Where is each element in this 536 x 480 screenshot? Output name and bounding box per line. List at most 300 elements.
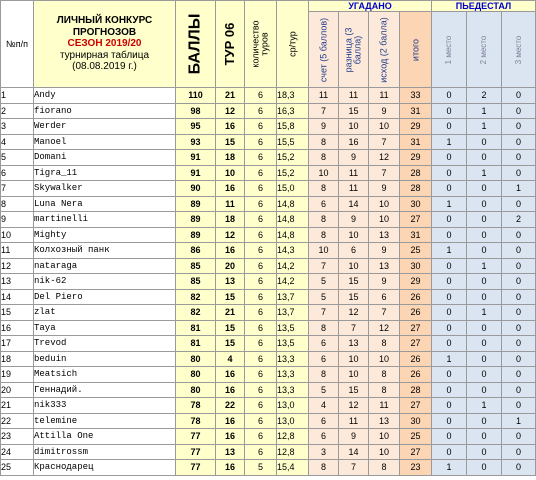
goal-diff-count: 10 <box>339 258 369 274</box>
points-value: 91 <box>176 150 216 166</box>
exact-score-count: 6 <box>309 196 339 212</box>
exact-score-count: 5 <box>309 274 339 290</box>
player-name: Колхозный панк <box>34 243 176 259</box>
tours-count: 6 <box>245 134 277 150</box>
podium-second: 0 <box>467 212 502 228</box>
podium-first: 0 <box>432 413 467 429</box>
podium-first: 0 <box>432 165 467 181</box>
exact-score-count: 9 <box>309 119 339 135</box>
player-name: Mighty <box>34 227 176 243</box>
goal-diff-count: 6 <box>339 243 369 259</box>
exact-score-count: 6 <box>309 351 339 367</box>
podium-second: 0 <box>467 429 502 445</box>
avg-per-tour: 13,7 <box>277 305 309 321</box>
podium-third: 0 <box>502 429 536 445</box>
outcome-count: 7 <box>369 305 400 321</box>
guessed-total: 23 <box>400 460 432 476</box>
podium-second: 0 <box>467 274 502 290</box>
goal-diff-count: 12 <box>339 305 369 321</box>
row-number: 16 <box>1 320 34 336</box>
podium-first: 0 <box>432 227 467 243</box>
points-value: 93 <box>176 134 216 150</box>
tours-count: 6 <box>245 429 277 445</box>
exact-score-count: 7 <box>309 305 339 321</box>
outcome-count: 10 <box>369 444 400 460</box>
col-tours-count-header: количество туров <box>245 1 277 88</box>
player-name: Attilla One <box>34 429 176 445</box>
guessed-total: 28 <box>400 165 432 181</box>
col-place1-header: 1 место <box>432 12 467 88</box>
podium-third: 0 <box>502 258 536 274</box>
podium-first: 1 <box>432 351 467 367</box>
row-number: 1 <box>1 88 34 104</box>
avg-per-tour: 13,0 <box>277 413 309 429</box>
podium-second: 0 <box>467 444 502 460</box>
outcome-count: 11 <box>369 88 400 104</box>
player-name: Краснодарец <box>34 460 176 476</box>
guessed-total: 29 <box>400 150 432 166</box>
avg-per-tour: 14,2 <box>277 258 309 274</box>
podium-first: 0 <box>432 274 467 290</box>
tour-points: 21 <box>216 88 245 104</box>
table-row <box>1 367 536 383</box>
avg-per-tour: 13,5 <box>277 336 309 352</box>
tour-points: 20 <box>216 258 245 274</box>
player-name: Meatsich <box>34 367 176 383</box>
col-num-header: №п/п <box>1 1 34 88</box>
goal-diff-count: 11 <box>339 181 369 197</box>
tour-points: 15 <box>216 320 245 336</box>
podium-first: 0 <box>432 150 467 166</box>
tour-points: 21 <box>216 305 245 321</box>
guessed-total: 27 <box>400 212 432 228</box>
podium-first: 0 <box>432 429 467 445</box>
podium-third: 0 <box>502 398 536 414</box>
col-outcome-header: исход (2 балла) <box>369 12 400 88</box>
tour-points: 18 <box>216 150 245 166</box>
podium-third: 0 <box>502 367 536 383</box>
podium-second: 0 <box>467 227 502 243</box>
tours-count: 6 <box>245 243 277 259</box>
row-number: 21 <box>1 398 34 414</box>
row-number: 11 <box>1 243 34 259</box>
guessed-total: 26 <box>400 351 432 367</box>
outcome-count: 8 <box>369 382 400 398</box>
goal-diff-count: 14 <box>339 196 369 212</box>
podium-second: 0 <box>467 351 502 367</box>
tours-count: 6 <box>245 274 277 290</box>
tour-points: 15 <box>216 134 245 150</box>
avg-per-tour: 15,2 <box>277 165 309 181</box>
row-number: 20 <box>1 382 34 398</box>
player-name: Del Piero <box>34 289 176 305</box>
table-row <box>1 227 536 243</box>
tour-points: 16 <box>216 460 245 476</box>
goal-diff-count: 13 <box>339 336 369 352</box>
avg-per-tour: 13,3 <box>277 351 309 367</box>
exact-score-count: 8 <box>309 460 339 476</box>
exact-score-count: 10 <box>309 165 339 181</box>
header-row-top <box>1 1 536 12</box>
avg-per-tour: 13,3 <box>277 367 309 383</box>
podium-third: 0 <box>502 88 536 104</box>
points-value: 85 <box>176 274 216 290</box>
guessed-total: 30 <box>400 413 432 429</box>
podium-section-header: ПЬЕДЕСТАЛ <box>432 1 536 12</box>
player-name: Tigra_11 <box>34 165 176 181</box>
tour-points: 18 <box>216 212 245 228</box>
goal-diff-count: 15 <box>339 289 369 305</box>
row-number: 9 <box>1 212 34 228</box>
exact-score-count: 7 <box>309 103 339 119</box>
tour-points: 16 <box>216 429 245 445</box>
tours-count: 6 <box>245 367 277 383</box>
player-name: beduin <box>34 351 176 367</box>
avg-per-tour: 14,8 <box>277 212 309 228</box>
guessed-total: 31 <box>400 103 432 119</box>
outcome-count: 11 <box>369 398 400 414</box>
row-number: 8 <box>1 196 34 212</box>
subtitle: турнирная таблица <box>59 49 150 61</box>
podium-second: 0 <box>467 289 502 305</box>
podium-third: 1 <box>502 181 536 197</box>
outcome-count: 10 <box>369 212 400 228</box>
exact-score-count: 5 <box>309 289 339 305</box>
outcome-count: 10 <box>369 119 400 135</box>
table-row <box>1 305 536 321</box>
avg-per-tour: 13,5 <box>277 320 309 336</box>
podium-first: 1 <box>432 134 467 150</box>
player-name: Andy <box>34 88 176 104</box>
outcome-count: 8 <box>369 336 400 352</box>
podium-first: 1 <box>432 196 467 212</box>
title-line1: ЛИЧНЫЙ КОНКУРС <box>56 15 153 27</box>
exact-score-count: 6 <box>309 413 339 429</box>
table-row <box>1 181 536 197</box>
podium-third: 0 <box>502 150 536 166</box>
podium-third: 0 <box>502 305 536 321</box>
player-name: Domani <box>34 150 176 166</box>
player-name: nik333 <box>34 398 176 414</box>
table-row <box>1 336 536 352</box>
row-number: 15 <box>1 305 34 321</box>
outcome-count: 13 <box>369 258 400 274</box>
podium-second: 0 <box>467 382 502 398</box>
goal-diff-count: 12 <box>339 398 369 414</box>
points-value: 95 <box>176 119 216 135</box>
table-row <box>1 444 536 460</box>
podium-third: 0 <box>502 336 536 352</box>
exact-score-count: 5 <box>309 382 339 398</box>
guessed-total: 30 <box>400 258 432 274</box>
table-row <box>1 103 536 119</box>
row-number: 6 <box>1 165 34 181</box>
guessed-total: 26 <box>400 305 432 321</box>
exact-score-count: 8 <box>309 212 339 228</box>
tour-points: 10 <box>216 165 245 181</box>
col-tour-header: ТУР 06 <box>216 1 245 88</box>
table-row <box>1 258 536 274</box>
tours-count: 6 <box>245 212 277 228</box>
points-value: 81 <box>176 336 216 352</box>
outcome-count: 8 <box>369 460 400 476</box>
avg-per-tour: 14,8 <box>277 196 309 212</box>
podium-third: 0 <box>502 227 536 243</box>
guessed-total: 29 <box>400 119 432 135</box>
tour-points: 13 <box>216 274 245 290</box>
table-row <box>1 165 536 181</box>
tour-points: 4 <box>216 351 245 367</box>
podium-second: 1 <box>467 398 502 414</box>
table-row <box>1 289 536 305</box>
avg-per-tour: 13,0 <box>277 398 309 414</box>
tour-points: 16 <box>216 367 245 383</box>
table-row <box>1 413 536 429</box>
season-label: СЕЗОН 2019/20 <box>67 38 142 50</box>
goal-diff-count: 10 <box>339 227 369 243</box>
row-number: 5 <box>1 150 34 166</box>
podium-third: 2 <box>502 212 536 228</box>
avg-per-tour: 14,8 <box>277 227 309 243</box>
tours-count: 6 <box>245 444 277 460</box>
tours-count: 6 <box>245 88 277 104</box>
exact-score-count: 8 <box>309 227 339 243</box>
podium-third: 0 <box>502 196 536 212</box>
points-value: 89 <box>176 196 216 212</box>
podium-second: 1 <box>467 103 502 119</box>
goal-diff-count: 10 <box>339 119 369 135</box>
podium-third: 0 <box>502 382 536 398</box>
avg-per-tour: 15,0 <box>277 181 309 197</box>
avg-per-tour: 13,7 <box>277 289 309 305</box>
table-row <box>1 88 536 104</box>
player-name: telemine <box>34 413 176 429</box>
podium-second: 0 <box>467 134 502 150</box>
podium-first: 1 <box>432 460 467 476</box>
points-value: 91 <box>176 165 216 181</box>
tour-points: 11 <box>216 196 245 212</box>
podium-third: 0 <box>502 134 536 150</box>
podium-third: 0 <box>502 460 536 476</box>
col-avg-header: ср/тур <box>277 1 309 88</box>
tour-points: 15 <box>216 289 245 305</box>
podium-second: 0 <box>467 336 502 352</box>
tour-points: 12 <box>216 103 245 119</box>
outcome-count: 12 <box>369 320 400 336</box>
table-row <box>1 243 536 259</box>
exact-score-count: 11 <box>309 88 339 104</box>
guessed-total: 27 <box>400 320 432 336</box>
exact-score-count: 6 <box>309 336 339 352</box>
row-number: 7 <box>1 181 34 197</box>
player-name: Manoel <box>34 134 176 150</box>
podium-second: 0 <box>467 413 502 429</box>
points-value: 78 <box>176 413 216 429</box>
tours-count: 6 <box>245 227 277 243</box>
tour-points: 16 <box>216 119 245 135</box>
table-row <box>1 196 536 212</box>
avg-per-tour: 13,3 <box>277 382 309 398</box>
exact-score-count: 8 <box>309 134 339 150</box>
avg-per-tour: 14,3 <box>277 243 309 259</box>
podium-first: 0 <box>432 88 467 104</box>
tours-count: 6 <box>245 181 277 197</box>
outcome-count: 9 <box>369 181 400 197</box>
player-name: dimitrossm <box>34 444 176 460</box>
goal-diff-count: 15 <box>339 382 369 398</box>
guessed-total: 30 <box>400 196 432 212</box>
outcome-count: 12 <box>369 150 400 166</box>
goal-diff-count: 10 <box>339 351 369 367</box>
podium-second: 1 <box>467 165 502 181</box>
outcome-count: 10 <box>369 351 400 367</box>
table-row <box>1 398 536 414</box>
podium-first: 0 <box>432 119 467 135</box>
points-value: 80 <box>176 351 216 367</box>
podium-third: 0 <box>502 103 536 119</box>
podium-third: 0 <box>502 119 536 135</box>
standings-body <box>1 88 536 476</box>
row-number: 24 <box>1 444 34 460</box>
tours-count: 6 <box>245 320 277 336</box>
player-name: Геннадий. <box>34 382 176 398</box>
outcome-count: 13 <box>369 413 400 429</box>
tour-points: 16 <box>216 382 245 398</box>
avg-per-tour: 15,4 <box>277 460 309 476</box>
tours-count: 6 <box>245 351 277 367</box>
tours-count: 6 <box>245 382 277 398</box>
podium-second: 0 <box>467 150 502 166</box>
goal-diff-count: 10 <box>339 367 369 383</box>
podium-second: 0 <box>467 320 502 336</box>
exact-score-count: 10 <box>309 243 339 259</box>
podium-first: 0 <box>432 305 467 321</box>
tours-count: 6 <box>245 150 277 166</box>
points-value: 90 <box>176 181 216 197</box>
table-row <box>1 351 536 367</box>
points-value: 77 <box>176 460 216 476</box>
col-diff-header: разница (3 балла) <box>339 12 369 88</box>
points-value: 78 <box>176 398 216 414</box>
exact-score-count: 3 <box>309 444 339 460</box>
table-row <box>1 429 536 445</box>
podium-second: 0 <box>467 196 502 212</box>
guessed-total: 26 <box>400 367 432 383</box>
guessed-total: 28 <box>400 181 432 197</box>
player-name: zlat <box>34 305 176 321</box>
podium-second: 0 <box>467 243 502 259</box>
podium-third: 0 <box>502 165 536 181</box>
exact-score-count: 4 <box>309 398 339 414</box>
podium-first: 0 <box>432 103 467 119</box>
tour-points: 13 <box>216 444 245 460</box>
row-number: 3 <box>1 119 34 135</box>
row-number: 14 <box>1 289 34 305</box>
avg-per-tour: 12,8 <box>277 429 309 445</box>
tour-points: 15 <box>216 336 245 352</box>
points-value: 110 <box>176 88 216 104</box>
player-name: nataraga <box>34 258 176 274</box>
col-total-header: итого <box>400 12 432 88</box>
guessed-section-header: УГАДАНО <box>309 1 432 12</box>
podium-third: 0 <box>502 243 536 259</box>
col-points-header: БАЛЛЫ <box>176 1 216 88</box>
row-number: 10 <box>1 227 34 243</box>
points-value: 77 <box>176 429 216 445</box>
goal-diff-count: 9 <box>339 150 369 166</box>
guessed-total: 29 <box>400 274 432 290</box>
row-number: 2 <box>1 103 34 119</box>
podium-second: 1 <box>467 305 502 321</box>
points-value: 86 <box>176 243 216 259</box>
tours-count: 6 <box>245 398 277 414</box>
podium-second: 0 <box>467 367 502 383</box>
player-name: Trevod <box>34 336 176 352</box>
podium-third: 0 <box>502 351 536 367</box>
goal-diff-count: 16 <box>339 134 369 150</box>
points-value: 82 <box>176 289 216 305</box>
tours-count: 6 <box>245 196 277 212</box>
tours-count: 6 <box>245 119 277 135</box>
podium-third: 0 <box>502 320 536 336</box>
guessed-total: 27 <box>400 336 432 352</box>
podium-third: 0 <box>502 289 536 305</box>
player-name: nik-62 <box>34 274 176 290</box>
podium-second: 0 <box>467 181 502 197</box>
tours-count: 5 <box>245 460 277 476</box>
outcome-count: 7 <box>369 134 400 150</box>
outcome-count: 9 <box>369 274 400 290</box>
player-name: Werder <box>34 119 176 135</box>
player-name: martinelli <box>34 212 176 228</box>
table-row <box>1 382 536 398</box>
podium-first: 0 <box>432 367 467 383</box>
outcome-count: 9 <box>369 103 400 119</box>
table-row <box>1 460 536 476</box>
points-value: 89 <box>176 227 216 243</box>
tours-count: 6 <box>245 103 277 119</box>
podium-first: 0 <box>432 336 467 352</box>
row-number: 4 <box>1 134 34 150</box>
podium-second: 1 <box>467 119 502 135</box>
exact-score-count: 6 <box>309 429 339 445</box>
row-number: 18 <box>1 351 34 367</box>
points-value: 82 <box>176 305 216 321</box>
goal-diff-count: 15 <box>339 274 369 290</box>
table-row <box>1 274 536 290</box>
outcome-count: 10 <box>369 429 400 445</box>
points-value: 98 <box>176 103 216 119</box>
exact-score-count: 8 <box>309 320 339 336</box>
avg-per-tour: 18,3 <box>277 88 309 104</box>
tours-count: 6 <box>245 413 277 429</box>
col-place2-header: 2 место <box>467 12 502 88</box>
guessed-total: 28 <box>400 382 432 398</box>
outcome-count: 13 <box>369 227 400 243</box>
guessed-total: 25 <box>400 429 432 445</box>
points-value: 80 <box>176 382 216 398</box>
guessed-total: 31 <box>400 134 432 150</box>
outcome-count: 6 <box>369 289 400 305</box>
podium-first: 0 <box>432 382 467 398</box>
outcome-count: 10 <box>369 196 400 212</box>
podium-first: 0 <box>432 212 467 228</box>
podium-second: 2 <box>467 88 502 104</box>
guessed-total: 27 <box>400 444 432 460</box>
podium-third: 0 <box>502 274 536 290</box>
date-label: (08.08.2019 г.) <box>72 61 137 73</box>
tour-points: 12 <box>216 227 245 243</box>
